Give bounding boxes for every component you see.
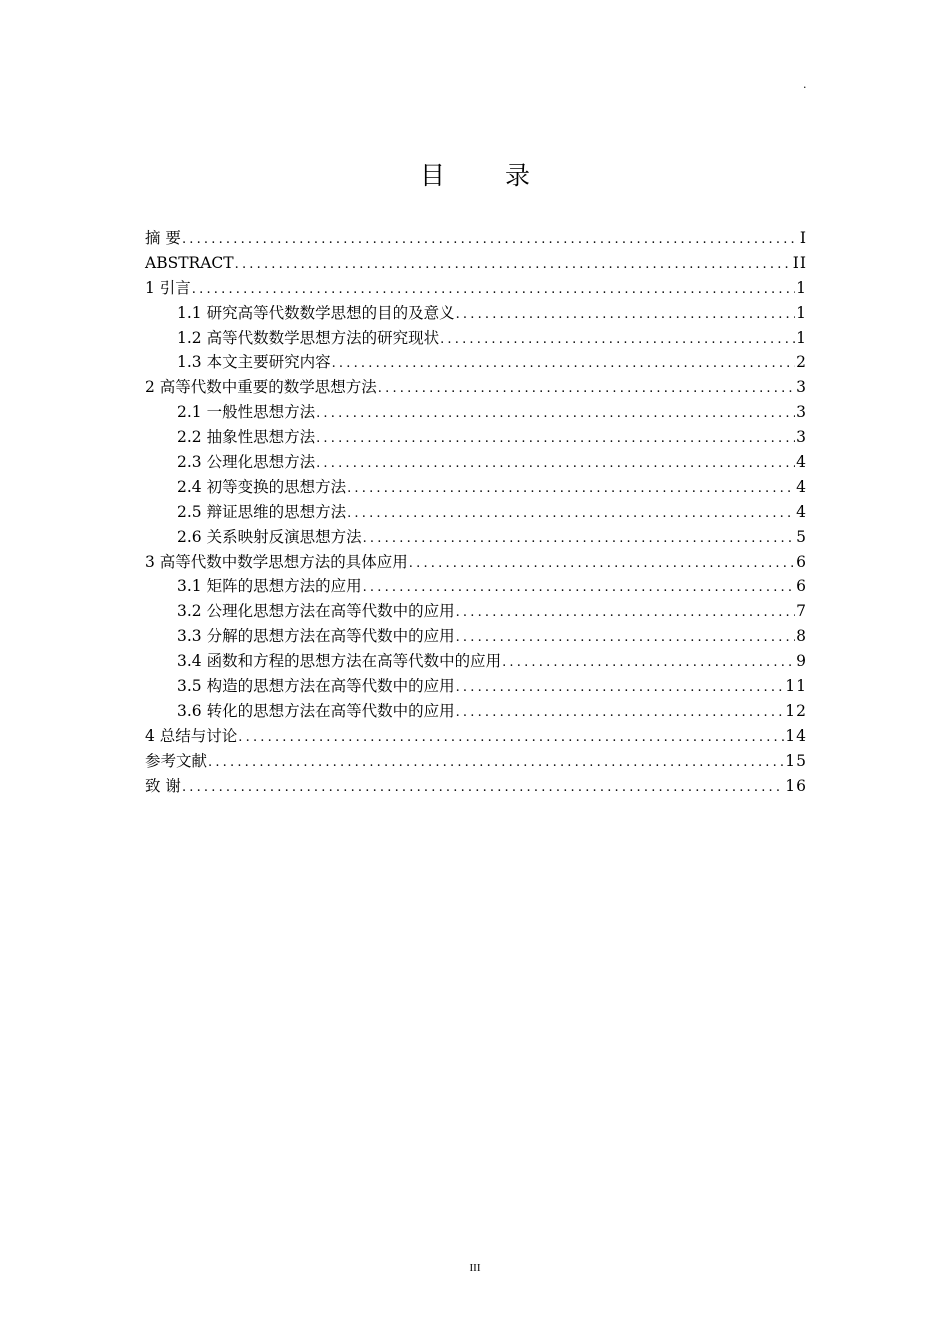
toc-entry-page: I bbox=[799, 229, 807, 247]
toc-entry[interactable] bbox=[145, 276, 807, 301]
toc-entry-page: 2 bbox=[796, 353, 807, 372]
toc-dot-leader bbox=[182, 228, 799, 253]
toc-entry-page: 12 bbox=[785, 701, 807, 720]
toc-entry-page: 7 bbox=[796, 602, 807, 621]
toc-entry[interactable] bbox=[145, 251, 807, 276]
toc-dot-leader bbox=[456, 626, 796, 651]
toc-entry[interactable] bbox=[145, 425, 807, 450]
toc-entry[interactable] bbox=[145, 674, 807, 699]
table-of-contents bbox=[145, 226, 807, 798]
toc-entry[interactable] bbox=[145, 599, 807, 624]
toc-entry-page: 6 bbox=[796, 552, 807, 571]
toc-dot-leader bbox=[347, 477, 795, 502]
toc-entry[interactable] bbox=[145, 226, 807, 251]
toc-dot-leader bbox=[316, 452, 795, 477]
toc-entry[interactable] bbox=[145, 749, 807, 774]
toc-entry-page: 3 bbox=[796, 403, 807, 422]
toc-entry[interactable] bbox=[145, 550, 807, 575]
toc-entry-label: ABSTRACT bbox=[145, 253, 234, 272]
toc-dot-leader bbox=[208, 751, 784, 776]
toc-entry-label: 4 总结与讨论 bbox=[145, 726, 238, 745]
toc-dot-leader bbox=[363, 576, 796, 601]
toc-entry-label: 3.4 函数和方程的思想方法在高等代数中的应用 bbox=[177, 652, 502, 671]
toc-entry[interactable] bbox=[145, 375, 807, 400]
toc-entry[interactable] bbox=[145, 774, 807, 799]
toc-entry-label: 2 高等代数中重要的数学思想方法 bbox=[145, 378, 377, 397]
toc-entry-label: 3 高等代数中数学思想方法的具体应用 bbox=[145, 552, 408, 571]
toc-entry-label: 2.6 关系映射反演思想方法 bbox=[177, 527, 362, 546]
toc-entry-page: 5 bbox=[796, 527, 807, 546]
toc-dot-leader bbox=[502, 651, 795, 676]
toc-entry-page: II bbox=[792, 253, 807, 272]
header-mark: . bbox=[803, 78, 807, 91]
toc-dot-leader bbox=[456, 601, 796, 626]
toc-dot-leader bbox=[192, 278, 795, 303]
toc-entry[interactable] bbox=[145, 350, 807, 375]
toc-entry-label: 3.6 转化的思想方法在高等代数中的应用 bbox=[177, 701, 455, 720]
toc-entry-page: 9 bbox=[796, 652, 807, 671]
toc-entry[interactable] bbox=[145, 301, 807, 326]
toc-dot-leader bbox=[456, 303, 796, 328]
toc-dot-leader bbox=[456, 701, 785, 726]
toc-dot-leader bbox=[378, 377, 795, 402]
toc-entry-label: 1.2 高等代数数学思想方法的研究现状 bbox=[177, 328, 440, 347]
toc-entry[interactable] bbox=[145, 500, 807, 525]
toc-entry-page: 4 bbox=[796, 453, 807, 472]
toc-entry-page: 15 bbox=[785, 751, 807, 770]
toc-entry-label: 1.1 研究高等代数数学思想的目的及意义 bbox=[177, 303, 455, 322]
toc-entry-label: 摘 要 bbox=[145, 229, 181, 247]
toc-dot-leader bbox=[235, 253, 792, 278]
toc-entry[interactable] bbox=[145, 624, 807, 649]
toc-entry[interactable] bbox=[145, 475, 807, 500]
toc-entry[interactable] bbox=[145, 450, 807, 475]
toc-dot-leader bbox=[332, 352, 796, 377]
toc-entry-page: 16 bbox=[785, 776, 807, 795]
page-title: 目 录 bbox=[420, 161, 556, 190]
toc-entry-page: 8 bbox=[796, 627, 807, 646]
toc-entry-page: 3 bbox=[796, 378, 807, 397]
toc-dot-leader bbox=[363, 527, 796, 552]
toc-dot-leader bbox=[316, 402, 795, 427]
toc-dot-leader bbox=[316, 427, 795, 452]
toc-entry-label: 1.3 本文主要研究内容 bbox=[177, 353, 331, 372]
toc-entry-label: 2.1 一般性思想方法 bbox=[177, 403, 316, 422]
toc-entry-page: 4 bbox=[796, 502, 807, 521]
toc-entry[interactable] bbox=[145, 699, 807, 724]
toc-entry[interactable] bbox=[145, 326, 807, 351]
toc-entry[interactable] bbox=[145, 724, 807, 749]
toc-entry[interactable] bbox=[145, 400, 807, 425]
toc-entry[interactable] bbox=[145, 574, 807, 599]
toc-entry-label: 3.5 构造的思想方法在高等代数中的应用 bbox=[177, 677, 455, 696]
toc-entry-page: 4 bbox=[796, 477, 807, 496]
toc-entry[interactable] bbox=[145, 649, 807, 674]
toc-dot-leader bbox=[182, 776, 784, 801]
toc-dot-leader bbox=[347, 502, 795, 527]
toc-entry-label: 2.5 辩证思维的思想方法 bbox=[177, 502, 347, 521]
toc-dot-leader bbox=[409, 552, 795, 577]
toc-entry-label: 致 谢 bbox=[145, 776, 181, 795]
toc-entry-label: 1 引言 bbox=[145, 278, 191, 297]
toc-entry-label: 2.4 初等变换的思想方法 bbox=[177, 477, 347, 496]
toc-entry-page: 11 bbox=[785, 677, 807, 696]
toc-entry-page: 1 bbox=[796, 303, 807, 322]
toc-dot-leader bbox=[456, 676, 785, 701]
toc-entry-page: 6 bbox=[796, 577, 807, 596]
toc-entry-label: 3.1 矩阵的思想方法的应用 bbox=[177, 577, 362, 596]
toc-dot-leader bbox=[238, 726, 784, 751]
toc-entry-page: 3 bbox=[796, 428, 807, 447]
toc-entry-page: 14 bbox=[785, 726, 807, 745]
toc-entry-page: 1 bbox=[796, 278, 807, 297]
toc-entry[interactable] bbox=[145, 525, 807, 550]
toc-entry-label: 参考文献 bbox=[145, 751, 208, 770]
toc-entry-label: 3.2 公理化思想方法在高等代数中的应用 bbox=[177, 602, 455, 621]
toc-entry-page: 1 bbox=[796, 328, 807, 347]
toc-dot-leader bbox=[440, 328, 795, 353]
page-number-footer: III bbox=[469, 1262, 481, 1274]
toc-entry-label: 2.3 公理化思想方法 bbox=[177, 453, 316, 472]
toc-entry-label: 2.2 抽象性思想方法 bbox=[177, 428, 316, 447]
toc-entry-label: 3.3 分解的思想方法在高等代数中的应用 bbox=[177, 627, 455, 646]
